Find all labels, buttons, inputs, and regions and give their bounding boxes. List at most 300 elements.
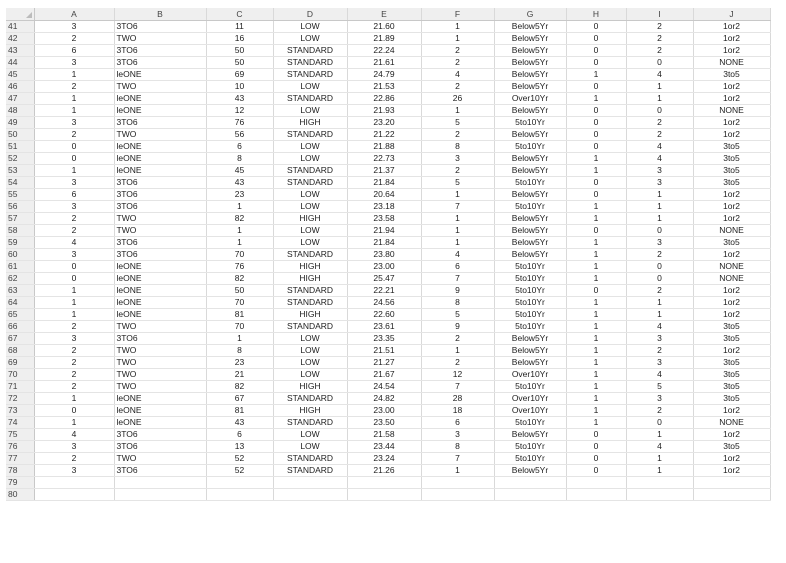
column-header-c[interactable]: C — [206, 8, 273, 21]
cell-h[interactable]: 0 — [566, 453, 626, 465]
cell-g[interactable]: 5to10Yr — [494, 417, 566, 429]
cell-g[interactable]: Below5Yr — [494, 189, 566, 201]
cell-e[interactable]: 21.67 — [347, 369, 421, 381]
cell-j[interactable]: 1or2 — [693, 45, 770, 57]
cell-j[interactable]: 3to5 — [693, 69, 770, 81]
cell-d[interactable]: LOW — [273, 105, 347, 117]
row-header[interactable]: 61 — [6, 261, 34, 273]
cell-a[interactable]: 0 — [34, 273, 114, 285]
cell-j[interactable]: NONE — [693, 273, 770, 285]
row-header[interactable]: 75 — [6, 429, 34, 441]
cell-e[interactable]: 24.79 — [347, 69, 421, 81]
cell-c[interactable]: 76 — [206, 261, 273, 273]
cell-e[interactable]: 23.58 — [347, 213, 421, 225]
cell-i[interactable]: 1 — [626, 465, 693, 477]
cell-d[interactable]: STANDARD — [273, 129, 347, 141]
cell-d[interactable] — [273, 489, 347, 501]
cell-h[interactable]: 1 — [566, 261, 626, 273]
cell-i[interactable]: 1 — [626, 201, 693, 213]
cell-e[interactable]: 21.94 — [347, 225, 421, 237]
column-header-i[interactable]: I — [626, 8, 693, 21]
cell-g[interactable]: Below5Yr — [494, 213, 566, 225]
cell-c[interactable]: 45 — [206, 165, 273, 177]
cell-j[interactable]: 3to5 — [693, 357, 770, 369]
cell-e[interactable]: 21.93 — [347, 105, 421, 117]
cell-g[interactable]: 5to10Yr — [494, 261, 566, 273]
cell-i[interactable]: 0 — [626, 57, 693, 69]
cell-c[interactable]: 6 — [206, 429, 273, 441]
cell-g[interactable]: Over10Yr — [494, 369, 566, 381]
cell-c[interactable]: 81 — [206, 405, 273, 417]
row-header[interactable]: 59 — [6, 237, 34, 249]
cell-b[interactable]: TWO — [114, 213, 206, 225]
column-header-f[interactable]: F — [421, 8, 494, 21]
cell-e[interactable]: 25.47 — [347, 273, 421, 285]
cell-b[interactable]: 3TO6 — [114, 249, 206, 261]
row-header[interactable]: 80 — [6, 489, 34, 501]
cell-c[interactable]: 13 — [206, 441, 273, 453]
cell-e[interactable]: 23.18 — [347, 201, 421, 213]
cell-f[interactable]: 1 — [421, 465, 494, 477]
cell-f[interactable]: 1 — [421, 189, 494, 201]
cell-a[interactable]: 1 — [34, 69, 114, 81]
cell-j[interactable]: NONE — [693, 57, 770, 69]
cell-d[interactable]: HIGH — [273, 309, 347, 321]
cell-f[interactable]: 2 — [421, 357, 494, 369]
cell-c[interactable]: 8 — [206, 153, 273, 165]
cell-h[interactable]: 1 — [566, 369, 626, 381]
cell-i[interactable]: 2 — [626, 21, 693, 33]
cell-e[interactable]: 21.84 — [347, 237, 421, 249]
cell-g[interactable]: Below5Yr — [494, 249, 566, 261]
cell-e[interactable]: 23.00 — [347, 405, 421, 417]
cell-d[interactable]: STANDARD — [273, 177, 347, 189]
cell-i[interactable]: 1 — [626, 297, 693, 309]
cell-d[interactable]: LOW — [273, 357, 347, 369]
row-header[interactable]: 68 — [6, 345, 34, 357]
cell-e[interactable]: 21.88 — [347, 141, 421, 153]
cell-j[interactable]: 1or2 — [693, 297, 770, 309]
cell-g[interactable]: Over10Yr — [494, 405, 566, 417]
cell-h[interactable]: 1 — [566, 249, 626, 261]
cell-d[interactable]: LOW — [273, 345, 347, 357]
cell-c[interactable]: 69 — [206, 69, 273, 81]
cell-a[interactable]: 1 — [34, 93, 114, 105]
cell-c[interactable]: 76 — [206, 117, 273, 129]
row-header[interactable]: 62 — [6, 273, 34, 285]
cell-d[interactable]: STANDARD — [273, 285, 347, 297]
cell-a[interactable]: 1 — [34, 309, 114, 321]
cell-f[interactable]: 3 — [421, 429, 494, 441]
cell-d[interactable]: HIGH — [273, 261, 347, 273]
cell-j[interactable]: 3to5 — [693, 381, 770, 393]
cell-d[interactable]: HIGH — [273, 381, 347, 393]
cell-f[interactable]: 5 — [421, 177, 494, 189]
cell-f[interactable]: 1 — [421, 105, 494, 117]
cell-i[interactable]: 3 — [626, 333, 693, 345]
cell-a[interactable]: 0 — [34, 153, 114, 165]
cell-e[interactable]: 21.37 — [347, 165, 421, 177]
cell-g[interactable]: Over10Yr — [494, 93, 566, 105]
row-header[interactable]: 43 — [6, 45, 34, 57]
cell-c[interactable]: 1 — [206, 225, 273, 237]
cell-g[interactable]: Below5Yr — [494, 129, 566, 141]
cell-f[interactable]: 1 — [421, 237, 494, 249]
cell-d[interactable]: STANDARD — [273, 69, 347, 81]
row-header[interactable]: 74 — [6, 417, 34, 429]
cell-h[interactable]: 1 — [566, 201, 626, 213]
cell-g[interactable]: Below5Yr — [494, 429, 566, 441]
cell-d[interactable] — [273, 477, 347, 489]
row-header[interactable]: 76 — [6, 441, 34, 453]
cell-h[interactable]: 1 — [566, 417, 626, 429]
cell-b[interactable]: 3TO6 — [114, 177, 206, 189]
cell-j[interactable]: 1or2 — [693, 405, 770, 417]
cell-f[interactable]: 5 — [421, 117, 494, 129]
cell-f[interactable]: 7 — [421, 201, 494, 213]
cell-h[interactable]: 0 — [566, 441, 626, 453]
cell-a[interactable]: 3 — [34, 177, 114, 189]
cell-j[interactable]: 3to5 — [693, 141, 770, 153]
row-header[interactable]: 58 — [6, 225, 34, 237]
row-header[interactable]: 48 — [6, 105, 34, 117]
cell-a[interactable]: 2 — [34, 33, 114, 45]
cell-i[interactable]: 0 — [626, 261, 693, 273]
cell-b[interactable]: leONE — [114, 141, 206, 153]
cell-b[interactable]: TWO — [114, 321, 206, 333]
row-header[interactable]: 70 — [6, 369, 34, 381]
cell-i[interactable] — [626, 489, 693, 501]
cell-d[interactable]: STANDARD — [273, 249, 347, 261]
cell-e[interactable]: 21.60 — [347, 21, 421, 33]
cell-a[interactable]: 3 — [34, 117, 114, 129]
cell-c[interactable]: 12 — [206, 105, 273, 117]
cell-c[interactable]: 1 — [206, 333, 273, 345]
cell-i[interactable]: 4 — [626, 153, 693, 165]
cell-d[interactable]: LOW — [273, 141, 347, 153]
cell-f[interactable]: 9 — [421, 321, 494, 333]
row-header[interactable]: 71 — [6, 381, 34, 393]
cell-g[interactable]: Below5Yr — [494, 33, 566, 45]
cell-j[interactable]: 3to5 — [693, 153, 770, 165]
cell-j[interactable]: 1or2 — [693, 249, 770, 261]
cell-h[interactable]: 0 — [566, 177, 626, 189]
cell-d[interactable]: LOW — [273, 33, 347, 45]
cell-h[interactable] — [566, 477, 626, 489]
cell-f[interactable]: 2 — [421, 81, 494, 93]
cell-c[interactable]: 43 — [206, 417, 273, 429]
cell-e[interactable]: 21.27 — [347, 357, 421, 369]
cell-h[interactable]: 0 — [566, 33, 626, 45]
cell-b[interactable]: leONE — [114, 165, 206, 177]
cell-b[interactable]: TWO — [114, 81, 206, 93]
cell-e[interactable]: 23.00 — [347, 261, 421, 273]
cell-j[interactable]: 1or2 — [693, 429, 770, 441]
cell-c[interactable]: 21 — [206, 369, 273, 381]
cell-f[interactable]: 8 — [421, 141, 494, 153]
cell-h[interactable]: 0 — [566, 21, 626, 33]
cell-h[interactable]: 1 — [566, 309, 626, 321]
cell-a[interactable]: 1 — [34, 417, 114, 429]
cell-b[interactable]: 3TO6 — [114, 333, 206, 345]
cell-b[interactable]: leONE — [114, 417, 206, 429]
cell-b[interactable]: leONE — [114, 393, 206, 405]
cell-g[interactable]: 5to10Yr — [494, 201, 566, 213]
cell-a[interactable]: 2 — [34, 225, 114, 237]
cell-j[interactable]: 3to5 — [693, 165, 770, 177]
cell-f[interactable]: 1 — [421, 345, 494, 357]
cell-h[interactable]: 1 — [566, 237, 626, 249]
row-header[interactable]: 79 — [6, 477, 34, 489]
row-header[interactable]: 44 — [6, 57, 34, 69]
cell-j[interactable]: 3to5 — [693, 321, 770, 333]
cell-b[interactable] — [114, 477, 206, 489]
cell-f[interactable]: 1 — [421, 213, 494, 225]
cell-i[interactable]: 3 — [626, 177, 693, 189]
cell-f[interactable]: 5 — [421, 309, 494, 321]
cell-f[interactable]: 4 — [421, 249, 494, 261]
cell-h[interactable] — [566, 489, 626, 501]
row-header[interactable]: 50 — [6, 129, 34, 141]
cell-e[interactable]: 21.26 — [347, 465, 421, 477]
cell-a[interactable]: 4 — [34, 429, 114, 441]
cell-c[interactable]: 8 — [206, 345, 273, 357]
cell-h[interactable]: 0 — [566, 45, 626, 57]
cell-h[interactable]: 0 — [566, 141, 626, 153]
cell-a[interactable]: 3 — [34, 201, 114, 213]
cell-c[interactable]: 81 — [206, 309, 273, 321]
row-header[interactable]: 49 — [6, 117, 34, 129]
cell-a[interactable]: 1 — [34, 297, 114, 309]
cell-g[interactable]: Below5Yr — [494, 465, 566, 477]
row-header[interactable]: 46 — [6, 81, 34, 93]
cell-a[interactable]: 0 — [34, 141, 114, 153]
row-header[interactable]: 60 — [6, 249, 34, 261]
cell-g[interactable]: Below5Yr — [494, 237, 566, 249]
cell-h[interactable]: 0 — [566, 117, 626, 129]
cell-i[interactable]: 0 — [626, 273, 693, 285]
column-header-j[interactable]: J — [693, 8, 770, 21]
cell-c[interactable] — [206, 489, 273, 501]
row-header[interactable]: 65 — [6, 309, 34, 321]
cell-d[interactable]: STANDARD — [273, 297, 347, 309]
cell-c[interactable]: 16 — [206, 33, 273, 45]
cell-d[interactable]: LOW — [273, 441, 347, 453]
cell-e[interactable]: 21.89 — [347, 33, 421, 45]
cell-e[interactable]: 23.44 — [347, 441, 421, 453]
cell-b[interactable]: 3TO6 — [114, 189, 206, 201]
cell-i[interactable]: 3 — [626, 237, 693, 249]
cell-g[interactable]: Below5Yr — [494, 21, 566, 33]
cell-f[interactable] — [421, 489, 494, 501]
cell-b[interactable]: leONE — [114, 105, 206, 117]
cell-i[interactable]: 4 — [626, 441, 693, 453]
cell-d[interactable]: STANDARD — [273, 465, 347, 477]
cell-a[interactable]: 3 — [34, 21, 114, 33]
cell-j[interactable]: 1or2 — [693, 93, 770, 105]
cell-a[interactable]: 2 — [34, 381, 114, 393]
cell-g[interactable]: 5to10Yr — [494, 177, 566, 189]
cell-a[interactable]: 3 — [34, 249, 114, 261]
cell-c[interactable]: 50 — [206, 57, 273, 69]
cell-j[interactable]: 1or2 — [693, 285, 770, 297]
cell-f[interactable]: 26 — [421, 93, 494, 105]
cell-h[interactable]: 0 — [566, 105, 626, 117]
cell-i[interactable]: 3 — [626, 393, 693, 405]
cell-e[interactable]: 23.20 — [347, 117, 421, 129]
cell-g[interactable]: Over10Yr — [494, 393, 566, 405]
cell-h[interactable]: 1 — [566, 93, 626, 105]
cell-j[interactable]: NONE — [693, 261, 770, 273]
cell-c[interactable]: 1 — [206, 201, 273, 213]
cell-j[interactable]: 1or2 — [693, 453, 770, 465]
cell-b[interactable]: 3TO6 — [114, 57, 206, 69]
cell-g[interactable]: 5to10Yr — [494, 141, 566, 153]
cell-d[interactable]: LOW — [273, 21, 347, 33]
cell-a[interactable]: 3 — [34, 57, 114, 69]
cell-h[interactable]: 1 — [566, 393, 626, 405]
cell-j[interactable]: 1or2 — [693, 129, 770, 141]
cell-a[interactable] — [34, 489, 114, 501]
cell-i[interactable]: 2 — [626, 117, 693, 129]
cell-d[interactable]: LOW — [273, 333, 347, 345]
cell-c[interactable]: 11 — [206, 21, 273, 33]
cell-c[interactable]: 50 — [206, 285, 273, 297]
cell-a[interactable] — [34, 477, 114, 489]
row-header[interactable]: 67 — [6, 333, 34, 345]
cell-e[interactable]: 23.50 — [347, 417, 421, 429]
row-header[interactable]: 78 — [6, 465, 34, 477]
cell-f[interactable]: 1 — [421, 225, 494, 237]
column-header-b[interactable]: B — [114, 8, 206, 21]
cell-i[interactable]: 2 — [626, 33, 693, 45]
cell-g[interactable]: Below5Yr — [494, 45, 566, 57]
row-header[interactable]: 63 — [6, 285, 34, 297]
cell-f[interactable]: 2 — [421, 45, 494, 57]
cell-e[interactable]: 21.58 — [347, 429, 421, 441]
cell-d[interactable]: LOW — [273, 189, 347, 201]
cell-h[interactable]: 0 — [566, 465, 626, 477]
cell-d[interactable]: LOW — [273, 201, 347, 213]
cell-h[interactable]: 1 — [566, 381, 626, 393]
cell-j[interactable]: 1or2 — [693, 117, 770, 129]
cell-i[interactable]: 0 — [626, 417, 693, 429]
row-header[interactable]: 51 — [6, 141, 34, 153]
cell-e[interactable] — [347, 477, 421, 489]
cell-a[interactable]: 0 — [34, 261, 114, 273]
cell-f[interactable]: 28 — [421, 393, 494, 405]
cell-e[interactable]: 23.61 — [347, 321, 421, 333]
cell-b[interactable]: 3TO6 — [114, 201, 206, 213]
cell-g[interactable]: 5to10Yr — [494, 117, 566, 129]
cell-b[interactable]: leONE — [114, 297, 206, 309]
cell-i[interactable]: 4 — [626, 69, 693, 81]
cell-f[interactable]: 4 — [421, 69, 494, 81]
cell-b[interactable]: leONE — [114, 309, 206, 321]
cell-i[interactable]: 4 — [626, 141, 693, 153]
cell-f[interactable]: 6 — [421, 417, 494, 429]
cell-h[interactable]: 0 — [566, 189, 626, 201]
cell-j[interactable]: 3to5 — [693, 393, 770, 405]
cell-g[interactable]: 5to10Yr — [494, 381, 566, 393]
cell-b[interactable]: 3TO6 — [114, 465, 206, 477]
cell-a[interactable]: 2 — [34, 321, 114, 333]
cell-h[interactable]: 1 — [566, 165, 626, 177]
row-header[interactable]: 57 — [6, 213, 34, 225]
cell-b[interactable]: TWO — [114, 381, 206, 393]
cell-e[interactable]: 23.35 — [347, 333, 421, 345]
cell-f[interactable]: 8 — [421, 297, 494, 309]
cell-b[interactable]: TWO — [114, 369, 206, 381]
cell-e[interactable]: 21.61 — [347, 57, 421, 69]
cell-e[interactable]: 22.73 — [347, 153, 421, 165]
cell-a[interactable]: 6 — [34, 189, 114, 201]
cell-c[interactable]: 1 — [206, 237, 273, 249]
cell-b[interactable]: 3TO6 — [114, 429, 206, 441]
cell-j[interactable]: 3to5 — [693, 177, 770, 189]
cell-e[interactable]: 22.24 — [347, 45, 421, 57]
cell-j[interactable]: 1or2 — [693, 345, 770, 357]
cell-h[interactable]: 0 — [566, 57, 626, 69]
cell-d[interactable]: STANDARD — [273, 321, 347, 333]
cell-a[interactable]: 2 — [34, 369, 114, 381]
cell-h[interactable]: 1 — [566, 213, 626, 225]
cell-g[interactable]: 5to10Yr — [494, 309, 566, 321]
cell-f[interactable]: 8 — [421, 441, 494, 453]
cell-j[interactable]: 1or2 — [693, 213, 770, 225]
cell-i[interactable]: 1 — [626, 453, 693, 465]
cell-a[interactable]: 2 — [34, 213, 114, 225]
cell-b[interactable]: TWO — [114, 129, 206, 141]
cell-b[interactable]: TWO — [114, 33, 206, 45]
cell-e[interactable]: 23.80 — [347, 249, 421, 261]
cell-c[interactable]: 56 — [206, 129, 273, 141]
cell-d[interactable]: STANDARD — [273, 453, 347, 465]
cell-g[interactable] — [494, 477, 566, 489]
cell-c[interactable]: 23 — [206, 357, 273, 369]
cell-e[interactable]: 24.54 — [347, 381, 421, 393]
cell-a[interactable]: 1 — [34, 393, 114, 405]
cell-i[interactable]: 2 — [626, 405, 693, 417]
cell-j[interactable]: 3to5 — [693, 441, 770, 453]
cell-j[interactable]: 1or2 — [693, 309, 770, 321]
cell-i[interactable]: 2 — [626, 45, 693, 57]
cell-i[interactable]: 1 — [626, 93, 693, 105]
cell-e[interactable]: 21.22 — [347, 129, 421, 141]
cell-b[interactable]: TWO — [114, 453, 206, 465]
cell-g[interactable]: Below5Yr — [494, 357, 566, 369]
cell-f[interactable]: 12 — [421, 369, 494, 381]
cell-i[interactable]: 2 — [626, 345, 693, 357]
row-header[interactable]: 72 — [6, 393, 34, 405]
cell-f[interactable]: 2 — [421, 57, 494, 69]
cell-h[interactable]: 1 — [566, 357, 626, 369]
cell-b[interactable]: TWO — [114, 345, 206, 357]
cell-e[interactable] — [347, 489, 421, 501]
row-header[interactable]: 54 — [6, 177, 34, 189]
cell-d[interactable]: LOW — [273, 81, 347, 93]
cell-i[interactable]: 1 — [626, 309, 693, 321]
row-header[interactable]: 77 — [6, 453, 34, 465]
cell-f[interactable]: 7 — [421, 453, 494, 465]
cell-b[interactable]: leONE — [114, 93, 206, 105]
cell-h[interactable]: 1 — [566, 321, 626, 333]
row-header[interactable]: 56 — [6, 201, 34, 213]
cell-b[interactable]: 3TO6 — [114, 117, 206, 129]
cell-f[interactable]: 9 — [421, 285, 494, 297]
cell-f[interactable]: 18 — [421, 405, 494, 417]
cell-i[interactable]: 3 — [626, 357, 693, 369]
